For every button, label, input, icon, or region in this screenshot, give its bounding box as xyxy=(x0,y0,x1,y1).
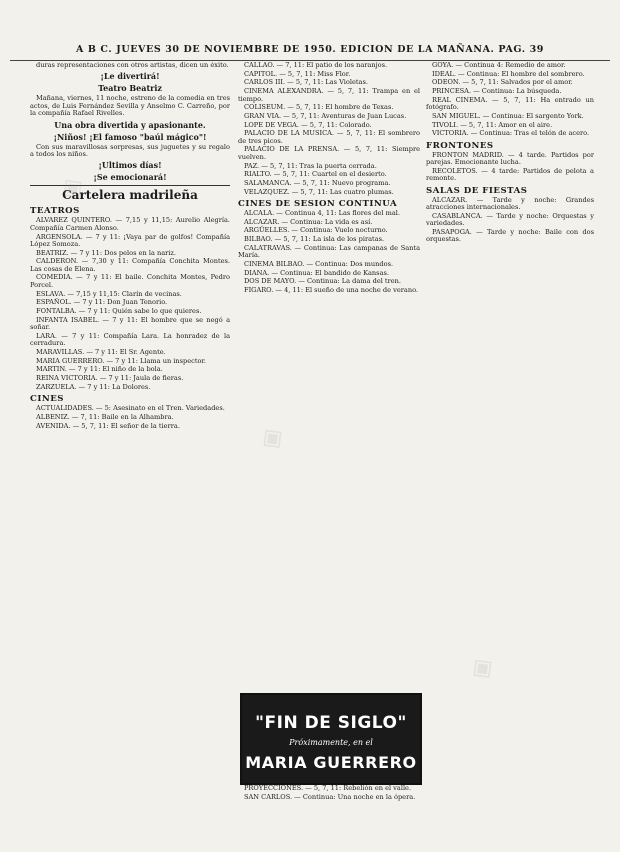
listing-entry: REINA VICTORIA. — 7 y 11: Jaula de fieras. xyxy=(36,374,184,383)
listing-entry: FONTALBA. — 7 y 11: Quién sabe lo que quieres. xyxy=(36,306,202,315)
sesion-continua-label: CINES DE SESION CONTINUA xyxy=(238,199,398,210)
ad-heading: ¡Ultimos días! xyxy=(98,160,162,171)
listing-entry: TIVOLI. — 5, 7, 11: Amor en el aire. xyxy=(432,120,553,129)
listing-entry: ALCAZAR. — Tarde y noche: Grandes atracciones internacionales. xyxy=(426,195,594,212)
intro-line: Con sus maravillosas sorpresas, sus juguetes y su regalo a todos los niños. xyxy=(30,142,230,159)
listing-entry: ALCAZAR. — Continua: La vida es así. xyxy=(244,217,373,226)
listing-entry: LARA. — 7 y 11: Compañía Lara. La honradez de la cerradura. xyxy=(30,331,230,348)
listing-entry: ACTUALIDADES. — 5: Asesinato en el Tren. Variedades. xyxy=(36,404,225,413)
fin-de-siglo-advertisement xyxy=(240,693,422,785)
listing-entry: SALAMANCA. — 5, 7, 11: Nuevo programa. xyxy=(244,178,391,187)
listing-entry: ESLAVA. — 7,15 y 11,15: Clarín de vecinas. xyxy=(36,289,182,298)
ad-theatre-name: MARIA GUERRERO xyxy=(245,753,417,772)
listing-entry: MARTIN. — 7 y 11: El niño de la bola. xyxy=(36,365,163,374)
cines-list xyxy=(30,405,230,430)
salas-section-label: SALAS DE FIESTAS xyxy=(426,185,528,196)
listing-entry: SAN CARLOS. — Continua: Una noche en la ópera. xyxy=(244,792,416,801)
listing-entry: MARAVILLAS. — 7 y 11: El Sr. Agente. xyxy=(36,347,166,356)
listing-entry: ALVAREZ QUINTERO. — 7,15 y 11,15: Aurelio Alegría. Compañía Carmen Alonso. xyxy=(30,216,230,232)
listing-entry: ALCALA. — Continua 4, 11: Las flores del mal. xyxy=(244,209,401,218)
listing-entry: CAPITOL. — 5, 7, 11: Miss Flor. xyxy=(244,69,351,78)
listing-entry: SAN MIGUEL. — Continua: El sargento York. xyxy=(432,111,584,120)
intro-line: Mañana, viernes, 11 noche, estreno de la comedia en tres actos, de Luis Fernández Sevilla y Anselmo C. Carreño, por la compañía Rafael Rivelles. xyxy=(30,94,230,118)
listing-entry: CALDERON. — 7,30 y 11: Compañía Conchita Montes. Las cosas de Elena. xyxy=(30,257,230,273)
cines-continued-list xyxy=(238,62,420,196)
listing-entry: REAL CINEMA. — 5, 7, 11: Ha entrado un fotógrafo. xyxy=(426,95,594,112)
listing-entry: GOYA. — Continua 4: Remedio de amor. xyxy=(432,62,566,69)
watermark-mark: ◈ xyxy=(251,416,292,459)
listing-entry: ARGENSOLA. — 7 y 11: ¡Vaya par de golfos! Compañía López Somoza. xyxy=(30,232,230,248)
listing-entry: PASAPOGA. — Tarde y noche: Baile con dos orquestas. xyxy=(426,227,594,244)
column-2-after-ad xyxy=(238,785,420,844)
listing-entry: CINEMA ALEXANDRA. — 5, 7, 11: Trampa en el tiempo. xyxy=(238,87,420,103)
listing-entry: BEATRIZ. — 7 y 11: Dos pelos en la nariz. xyxy=(36,248,177,257)
listing-entry: RIALTO. — 5, 7, 11: Cuartel en el desierto. xyxy=(244,170,387,179)
listing-entry: CALATRAVAS. — Continua: Las campanas de Santa María. xyxy=(238,243,420,260)
listing-entry: MARIA GUERRERO. — 7 y 11: Llama un inspector. xyxy=(36,356,206,365)
listing-entry: IDEAL. — Continua: El hombre del sombrero. xyxy=(432,69,585,78)
ad-heading: ¡Se emocionará! xyxy=(93,172,167,183)
teatros-section-label: TEATROS xyxy=(30,206,80,217)
listing-entry: VELAZQUEZ. — 5, 7, 11: Las cuatro plumas. xyxy=(244,187,394,196)
listing-entry: PALACIO DE LA PRENSA. — 5, 7, 11: Siempre vuelven. xyxy=(238,145,420,161)
listing-entry: CARLOS III. — 5, 7, 11: Las Violetas. xyxy=(244,78,368,87)
cartelera-title: Cartelera madrileña xyxy=(30,185,230,203)
sesion-continua-list xyxy=(238,210,420,294)
frontones-section-label: FRONTONES xyxy=(426,140,494,151)
listing-entry: ALBENIZ. — 7, 11: Baile en la Alhambra. xyxy=(36,412,174,421)
listing-entry: ARGÜELLES. — Continua: Vuelo nocturno. xyxy=(244,226,388,235)
listing-entry: PROYECCIONES. — 5, 7, 11: Rebelión en el valle. xyxy=(244,785,412,792)
listing-entry: CALLAO. — 7, 11: El patio de los naranjos. xyxy=(244,62,388,69)
listing-entry: INFANTA ISABEL. — 7 y 11: El hombre que se negó a soñar. xyxy=(30,315,230,332)
listing-entry: COLISEUM. — 5, 7, 11: El hombre de Texas. xyxy=(244,103,394,112)
listing-entry: COMEDIA. — 7 y 11: El baile. Conchita Montes, Pedro Porcel. xyxy=(30,273,230,289)
ad-heading: Teatro Beatriz xyxy=(98,83,162,94)
listing-entry: LOPE DE VEGA. — 5, 7, 11: Colorado. xyxy=(244,120,372,129)
listing-entry: VICTORIA. — Continua: Tras el telón de acero. xyxy=(432,129,590,138)
frontones-list xyxy=(426,152,594,183)
listing-entry: PRINCESA. — Continua: La búsqueda. xyxy=(432,87,562,96)
listing-entry: ESPAÑOL. — 7 y 11: Don Juan Tenorio. xyxy=(36,298,168,307)
watermark-mark: ◈ xyxy=(51,166,92,209)
listing-entry: DOS DE MAYO. — Continua: La dama del tren. xyxy=(244,277,401,286)
listing-entry: BILBAO. — 5, 7, 11: La isla de los piratas. xyxy=(244,235,385,244)
listing-entry: CASABLANCA. — Tarde y noche: Orquestas y variedades. xyxy=(426,211,594,228)
ad-subtitle: Próximamente, en el xyxy=(289,738,373,747)
page-header: A B C. JUEVES 30 DE NOVIEMBRE DE 1950. EDICION DE LA MAÑANA. PAG. 39 xyxy=(10,44,610,61)
ad-heading: ¡Niños! ¡El famoso "baúl mágico"! xyxy=(53,131,207,142)
salas-list xyxy=(426,197,594,244)
listing-entry: PAZ. — 5, 7, 11: Tras la puerta cerrada. xyxy=(244,161,377,170)
listing-entry: CINEMA BILBAO. — Continua: Dos mundos. xyxy=(244,259,394,268)
listing-entry: RECOLETOS. — 4 tarde: Partidos de pelota a remonte. xyxy=(426,166,594,183)
column-2 xyxy=(238,62,420,687)
column3-cines-list xyxy=(426,62,594,138)
listing-entry: DIANA. — Continua: El bandido de Kansas. xyxy=(244,268,389,277)
listing-entry: AVENIDA. — 5, 7, 11: El señor de la tierra. xyxy=(36,421,180,430)
ad-title: "FIN DE SIGLO" xyxy=(255,713,407,733)
listing-entry: FIGARO. — 4, 11: El sueño de una noche de verano. xyxy=(244,286,419,295)
after-ad-list xyxy=(238,785,420,801)
ad-heading: Una obra divertida y apasionante. xyxy=(54,119,206,130)
column-3 xyxy=(426,62,594,844)
watermark-mark: ◈ xyxy=(461,646,502,689)
intro-line: duras representaciones con otros artistas, dicen un éxito. xyxy=(36,62,229,69)
teatros-list xyxy=(30,217,230,391)
listing-entry: ODEON. — 5, 7, 11: Salvados por el amor. xyxy=(432,78,573,87)
cines-section-label: CINES xyxy=(30,394,64,405)
listing-entry: FRONTON MADRID. — 4 tarde. Partidos por parejas. Emocionante lucha. xyxy=(426,150,594,167)
ad-heading: ¡Le divertirá! xyxy=(100,71,160,82)
listing-entry: GRAN VIA. — 5, 7, 11: Aventuras de Juan Lucas. xyxy=(244,111,407,120)
listing-entry: PALACIO DE LA MUSICA. — 5, 7, 11: El sombrero de tres picos. xyxy=(238,129,420,145)
listing-entry: ZARZUELA. — 7 y 11: La Dolores. xyxy=(36,382,151,391)
column-1 xyxy=(30,62,230,844)
